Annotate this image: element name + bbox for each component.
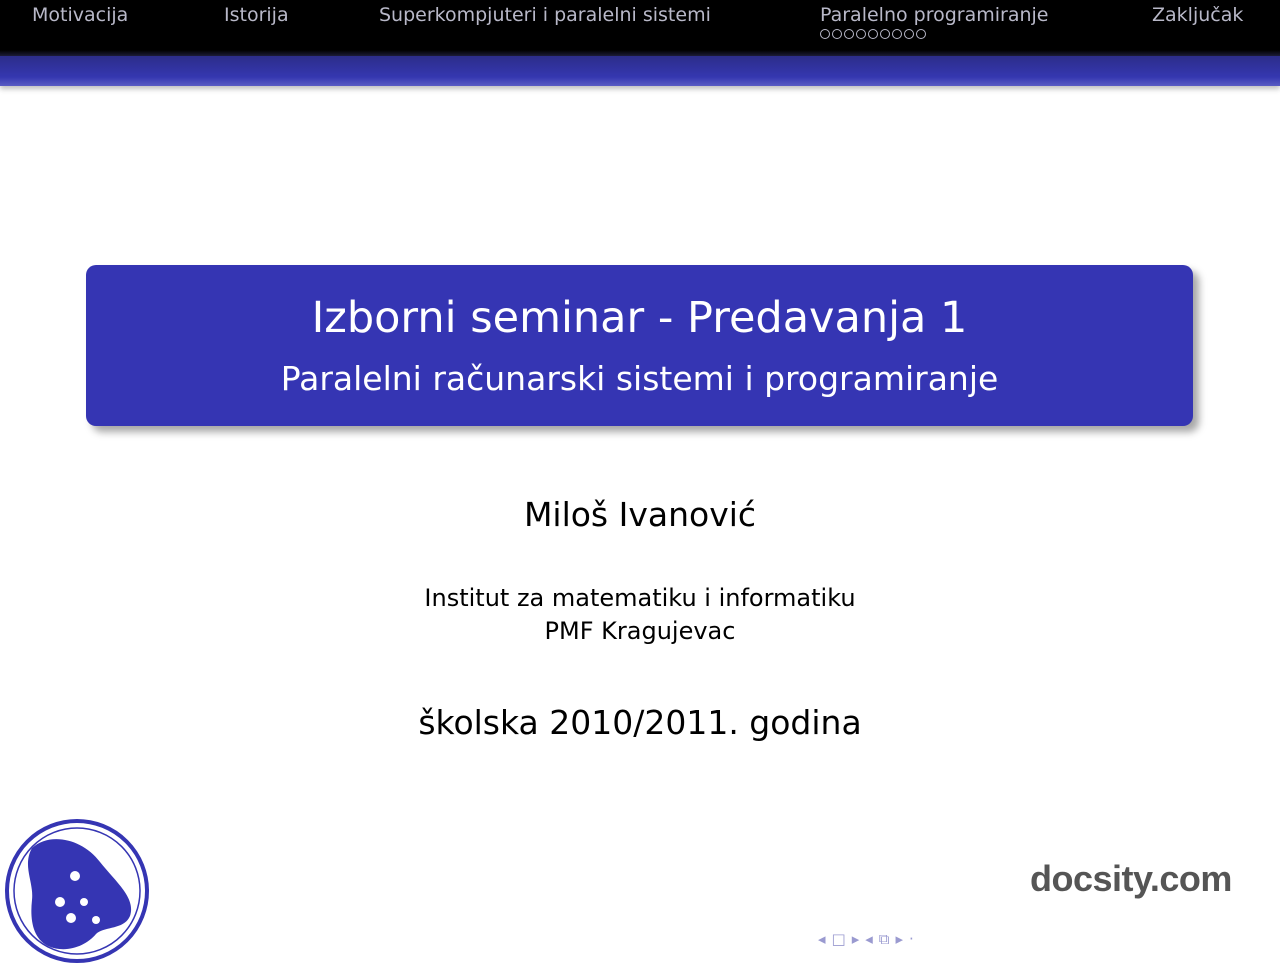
progress-dot[interactable] <box>916 29 926 39</box>
arrow-left-icon[interactable]: ◂ <box>818 930 826 948</box>
header-band <box>0 56 1280 86</box>
progress-dot[interactable] <box>820 29 830 39</box>
slide-subtitle: Paralelni računarski sistemi i programiranje <box>280 359 999 398</box>
nav-item-paralelno-programiranje[interactable]: Paralelno programiranje <box>820 4 1049 26</box>
navigation-bar <box>0 0 1280 56</box>
beamer-navigation-controls <box>818 930 914 948</box>
section-progress-dots <box>820 29 926 43</box>
title-block <box>86 265 1193 426</box>
author-name: Miloš Ivanović <box>523 495 757 534</box>
nav-item-motivacija[interactable]: Motivacija <box>32 4 129 26</box>
progress-dot[interactable] <box>904 29 914 39</box>
progress-dot[interactable] <box>892 29 902 39</box>
section-icon[interactable]: ⧉ <box>878 930 890 948</box>
university-logo-icon <box>4 818 150 964</box>
arrow-left-icon[interactable]: ◂ <box>865 930 873 948</box>
arrow-right-icon[interactable]: ▸ <box>895 930 904 948</box>
frame-icon[interactable]: □ <box>831 930 846 948</box>
nav-item-zakljucak[interactable]: Zaključak <box>1152 4 1244 26</box>
arrow-right-icon[interactable]: ▸ <box>851 930 860 948</box>
academic-year: školska 2010/2011. godina <box>418 703 862 742</box>
progress-dot[interactable] <box>880 29 890 39</box>
dot-icon: · <box>909 930 914 948</box>
progress-dot[interactable] <box>844 29 854 39</box>
nav-item-istorija[interactable]: Istorija <box>224 4 289 26</box>
slide-title: Izborni seminar - Predavanja 1 <box>311 293 968 343</box>
institute-name: Institut za matematiku i informatiku <box>424 584 856 612</box>
nav-item-superkompjuteri[interactable]: Superkompjuteri i paralelni sistemi <box>379 4 711 26</box>
progress-dot[interactable] <box>832 29 842 39</box>
institute-location: PMF Kragujevac <box>544 617 736 645</box>
progress-dot[interactable] <box>868 29 878 39</box>
docsity-watermark: docsity.com <box>1030 858 1232 899</box>
progress-dot[interactable] <box>856 29 866 39</box>
